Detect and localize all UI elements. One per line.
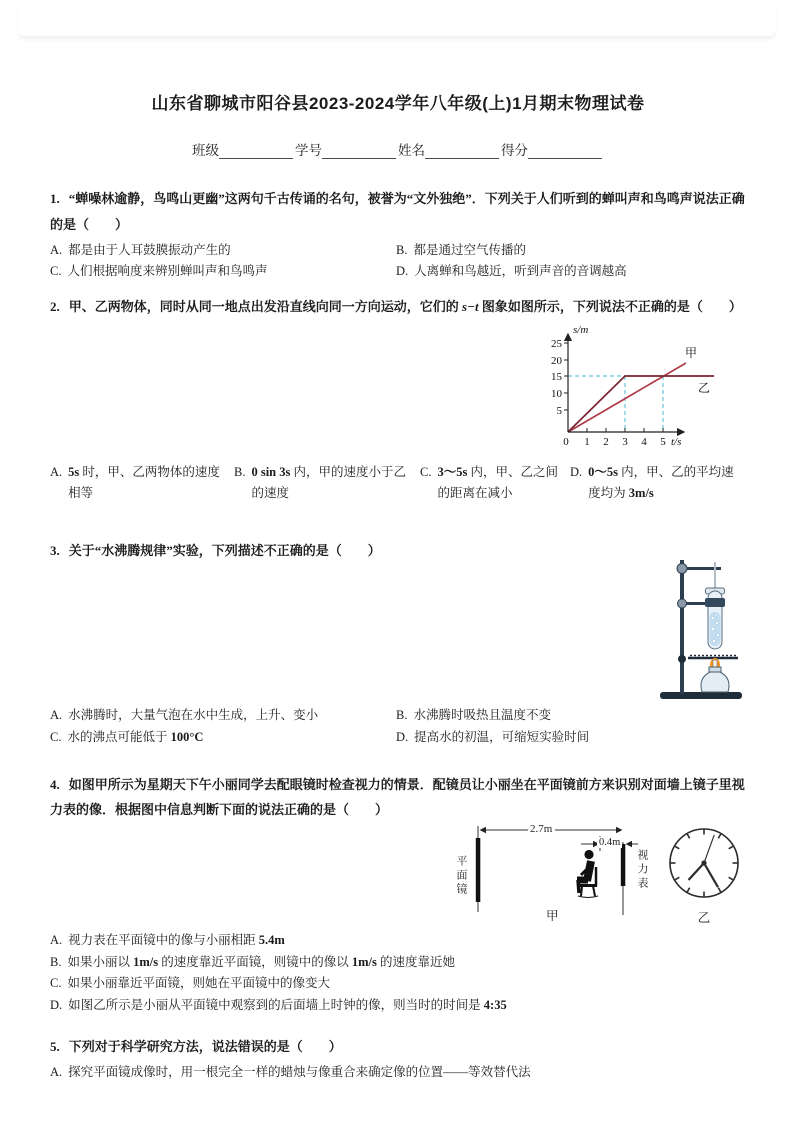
ytick-15: 15 (551, 371, 562, 383)
ring-knob (678, 655, 686, 663)
question-1-option-c: C. 人们根据响度来辨别蝉叫声和鸟鸣声 (50, 264, 268, 278)
page-top-divider (18, 0, 776, 39)
plane-mirror-label: 平面镜 (455, 855, 467, 897)
question-2-stem (50, 294, 746, 320)
question-1 (50, 186, 746, 282)
name-field (398, 141, 501, 159)
question-5-text: 下列对于科学研究方法，说法错误的是（ ） (68, 1039, 342, 1054)
series-jia-label: 甲 (685, 346, 698, 360)
clock-center (701, 860, 706, 865)
score-blank-line (528, 143, 602, 159)
question-5-number: 5. (50, 1039, 60, 1054)
boiling-apparatus (658, 554, 746, 702)
mirror-scene-figure (450, 822, 650, 922)
question-1-option-d: D. 人离蝉和鸟越近，听到声音的音调越高 (396, 264, 627, 278)
eye-chart-label: 视力表 (636, 849, 648, 891)
question-3-option-d: D. 提高水的初温，可缩短实验时间 (396, 730, 590, 744)
question-1-options (50, 240, 746, 282)
distance-total-label: 2.7m (530, 823, 553, 835)
clock-icon (662, 825, 746, 901)
series-jia-line (568, 363, 686, 432)
question-4-option-a: A. 视力表在平面镜中的像与小丽相距 5.4m (50, 933, 285, 947)
question-4 (50, 772, 746, 1016)
name-blank-line (425, 143, 499, 159)
question-5-options (50, 1062, 746, 1084)
question-2-option-d: D. 0～5s 内，甲、乙的平均速度均为 3m/s (570, 465, 734, 500)
st-graph (538, 320, 760, 455)
class-field (192, 141, 295, 159)
class-blank-line (219, 143, 293, 159)
xtick-3: 3 (622, 436, 628, 448)
plane-mirror-icon (476, 838, 481, 902)
question-2-option-c: C. 3～5s 内，甲、乙之间的距离在减小 (420, 465, 558, 500)
score-label: 得分 (501, 143, 528, 158)
question-1-option-a: A. 都是由于人耳鼓膜振动产生的 (50, 243, 231, 257)
ytick-20: 20 (551, 355, 562, 367)
alcohol-lamp-icon (701, 672, 729, 692)
hour-hand (689, 863, 705, 880)
class-label: 班级 (192, 143, 219, 158)
xtick-2: 2 (603, 436, 609, 448)
question-4-options (50, 930, 746, 1016)
minute-hand (704, 863, 718, 887)
series-yi-label: 乙 (698, 381, 711, 395)
question-2-options (50, 462, 746, 504)
clock-caption: 乙 (697, 911, 711, 925)
question-5-option-a: A. 探究平面镜成像时，用一根完全一样的蜡烛与像重合来确定像的位置——等效替代法 (50, 1065, 531, 1079)
question-4-figures (50, 822, 746, 925)
question-2 (50, 294, 746, 504)
tube-clamp (705, 598, 725, 607)
y-axis-label: s/m (573, 324, 589, 336)
distance-person-label: 0.4m (599, 837, 621, 848)
ytick-10: 10 (551, 388, 562, 400)
question-4-text: 如图甲所示为星期天下午小丽同学去配眼镜时检查视力的情景．配镜员让小丽坐在平面镜前方来识别对面墙上镜子里视力表的像．根据图中信息判断下面的说法正确的是（ ） (50, 777, 745, 817)
question-4-option-b: B. 如果小丽以 1m/s 的速度靠近平面镜，则镜中的像以 1m/s 的速度靠近她 (50, 954, 456, 969)
question-5-stem (50, 1034, 746, 1060)
question-3-text: 关于“水沸腾规律”实验，下列描述不正确的是（ ） (68, 543, 381, 558)
name-label: 姓名 (398, 143, 425, 158)
boiling-apparatus-figure (658, 554, 746, 707)
series-yi-line (568, 376, 714, 432)
question-1-number: 1. (50, 191, 60, 206)
page-title: 山东省聊城市阳谷县2023-2024学年八年级(上)1月期末物理试卷 (151, 94, 645, 113)
top-clamp-knob (677, 564, 687, 574)
question-5 (50, 1034, 746, 1084)
question-1-text: “蝉噪林逾静，鸟鸣山更幽”这两句千古传诵的名句，被誉为“文外独绝”．下列关于人们听到的蝉叫声和鸟鸣声说法正确的是（ ） (50, 191, 745, 232)
mid-clamp-knob (678, 599, 687, 608)
question-1-option-b: B. 都是通过空气传播的 (396, 243, 526, 257)
question-4-option-c: C. 如果小丽靠近平面镜，则她在平面镜中的像变大 (50, 976, 330, 990)
person-icon (577, 850, 598, 898)
st-graph-figure (538, 320, 760, 460)
stand-base (660, 692, 742, 699)
question-3-option-a: A. 水沸腾时，大量气泡在水中生成，上升、变小 (50, 708, 319, 722)
ytick-5: 5 (556, 405, 562, 417)
xtick-1: 1 (584, 436, 590, 448)
question-4-stem (50, 772, 746, 822)
stand-rod (680, 560, 684, 694)
clock-figure (662, 825, 746, 926)
question-2-number: 2. (50, 299, 60, 314)
lamp-collar (709, 667, 721, 672)
eye-chart-icon (621, 844, 626, 886)
question-3-number: 3. (50, 543, 60, 558)
student-number-field (295, 141, 398, 159)
score-field (501, 141, 604, 159)
question-3-options (50, 704, 746, 748)
student-number-blank-line (322, 143, 396, 159)
second-hand (704, 835, 714, 863)
question-1-stem (50, 186, 746, 238)
question-2-option-a: A. 5s 时，甲、乙两物体的速度相等 (50, 465, 220, 500)
question-4-option-d: D. 如图乙所示是小丽从平面镜中观察到的后面墙上时钟的像，则当时的时间是 4:35 (50, 997, 507, 1012)
scene-caption: 甲 (546, 909, 559, 923)
question-2-option-b: B. 0 sin 3s 内，甲的速度小于乙的速度 (234, 465, 407, 500)
student-info-row (50, 141, 746, 159)
question-3-option-c: C. 水的沸点可能低于 100°C (50, 730, 204, 744)
ytick-25: 25 (551, 338, 562, 350)
question-4-number: 4. (50, 777, 60, 792)
question-2-text: 甲、乙两物体，同时从同一地点出发沿直线向同一方向运动，它们的 s−t 图象如图所示，下列说法不正确的是（ ） (68, 299, 742, 314)
student-number-label: 学号 (295, 143, 322, 158)
xtick-0: 0 (563, 436, 569, 448)
xtick-5: 5 (660, 436, 666, 448)
xtick-4: 4 (641, 436, 647, 448)
x-axis-label: t/s (671, 436, 682, 448)
question-3-option-b: B. 水沸腾时吸热且温度不变 (396, 708, 551, 722)
question-3-stem (50, 538, 746, 564)
question-3 (50, 538, 746, 748)
